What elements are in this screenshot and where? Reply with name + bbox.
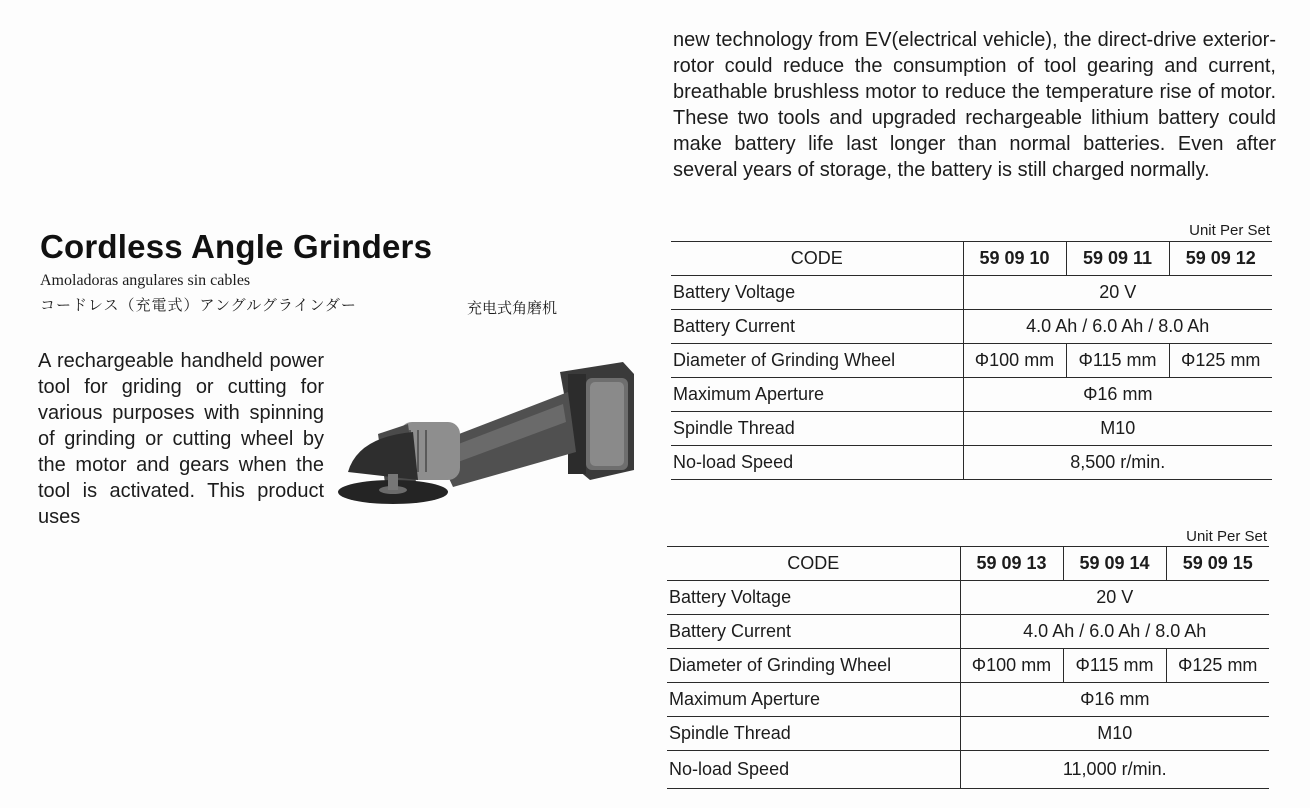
product-description: A rechargeable handheld power tool for griding or cutting for various purposes with spinning of grinding or cutting wheel by the motor and gears when the tool is activated. This product uses [38,350,324,528]
angle-grinder-image [338,352,638,527]
row-label: Spindle Thread [667,717,960,751]
row-value: M10 [963,412,1272,446]
row-value: 20 V [963,276,1272,310]
code-header: CODE [667,547,960,581]
table-row [667,751,1269,789]
row-value: Φ100 mm [963,344,1066,378]
row-label: No-load Speed [667,751,960,789]
code-cell: 59 09 11 [1066,242,1169,276]
row-label: Battery Voltage [671,276,963,310]
row-value: Φ16 mm [963,378,1272,412]
row-value: 4.0 Ah / 6.0 Ah / 8.0 Ah [963,310,1272,344]
table-row [667,581,1269,615]
row-label: No-load Speed [671,446,963,480]
row-label: Spindle Thread [671,412,963,446]
code-row [671,242,1272,276]
row-value: Φ125 mm [1166,649,1269,683]
row-value: 11,000 r/min. [960,751,1269,789]
row-value: Φ100 mm [960,649,1063,683]
code-cell: 59 09 15 [1166,547,1269,581]
table-row [667,717,1269,751]
code-cell: 59 09 13 [960,547,1063,581]
table-row [667,683,1269,717]
row-value: 20 V [960,581,1269,615]
table-row [671,412,1272,446]
table-row [671,446,1272,480]
intro-paragraph: new technology from EV(electrical vehicle), the direct-drive exterior-rotor could reduce the consumption of tool gearing and current, breathable brushless motor to reduce the temperature rise of motor. These two tools and upgraded rechargeable lithium battery could make battery life last longer than normal batteries. Even after several years of storage, the battery is still charged normally. [673,29,1276,181]
subtitle-spanish: Amoladoras angulares sin cables [40,272,251,289]
row-label: Battery Current [671,310,963,344]
table-row [671,378,1272,412]
table-row [671,310,1272,344]
table-row [671,276,1272,310]
row-value: Φ16 mm [960,683,1269,717]
code-cell: 59 09 14 [1063,547,1166,581]
row-label: Diameter of Grinding Wheel [671,344,963,378]
subtitle-japanese: コードレス（充電式）アングルグラインダー [40,296,357,314]
row-value: 8,500 r/min. [963,446,1272,480]
row-value: Φ115 mm [1066,344,1169,378]
row-label: Battery Voltage [667,581,960,615]
unit-label-2: Unit Per Set [1186,528,1267,545]
row-value: Φ125 mm [1169,344,1272,378]
row-value: Φ115 mm [1063,649,1166,683]
product-title: Cordless Angle Grinders [40,228,433,265]
row-value: M10 [960,717,1269,751]
spec-table-2 [667,546,1269,789]
row-value: 4.0 Ah / 6.0 Ah / 8.0 Ah [960,615,1269,649]
table-row [671,344,1272,378]
table-row [667,615,1269,649]
row-label: Maximum Aperture [667,683,960,717]
subtitle-chinese: 充电式角磨机 [467,299,558,317]
row-label: Battery Current [667,615,960,649]
row-label: Diameter of Grinding Wheel [667,649,960,683]
code-header: CODE [671,242,963,276]
unit-label-1: Unit Per Set [1189,222,1270,239]
code-cell: 59 09 10 [963,242,1066,276]
code-cell: 59 09 12 [1169,242,1272,276]
table-row [667,649,1269,683]
row-label: Maximum Aperture [671,378,963,412]
spec-table-1 [671,241,1272,480]
code-row [667,547,1269,581]
